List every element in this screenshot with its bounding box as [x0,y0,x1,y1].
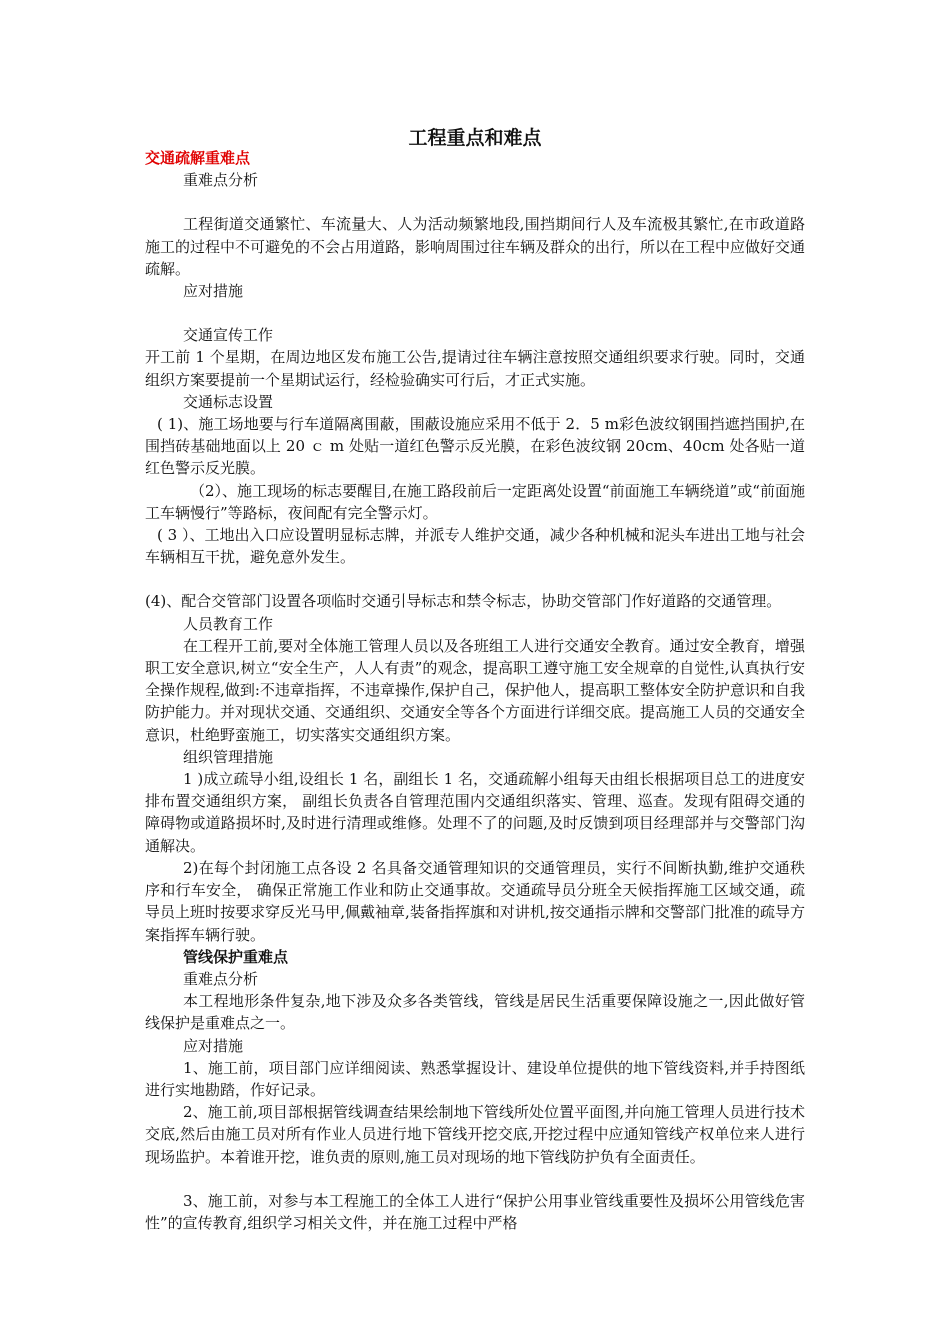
subheading-publicity: 交通宣传工作 [183,326,274,345]
section-heading-traffic: 交通疏解重难点 [145,149,251,167]
spacer [145,1168,805,1190]
section-heading-pipeline: 管线保护重难点 [183,947,289,966]
paragraph-education: 在工程开工前,要对全体施工管理人员以及各班组工人进行交通安全教育。通过安全教育，增强职工安全意识,树立“安全生产，人人有责”的观念，提高职工遵守施工安全规章的自觉性,认真执行安全操作规程,做到:不违章指挥，不违章操作,保护自己，保护他人，提高职工整体安全防护意识和自我防护能力。并对现状交通、交通组织、交通安全等各个方面进行详细交底。提高施工人员的交通安全意识，杜绝野蛮施工，切实落实交通组织方案。 [145,636,806,744]
paragraph-analysis: 工程街道交通繁忙、车流量大、人为活动频繁地段,围挡期间行人及车流极其繁忙,在市政道路施工的过程中不可避免的不会占用道路，影响周围过往车辆及群众的出行，所以在工程中应做好交通疏解。 [145,215,806,278]
paragraph-pipeline-analysis: 本工程地形条件复杂,地下涉及众多各类管线，管线是居民生活重要保障设施之一,因此做好管线保护是重难点之一。 [145,992,805,1033]
page-title: 工程重点和难点 [408,127,542,149]
subheading-signs: 交通标志设置 [183,392,274,411]
paragraph-publicity: 开工前 1 个星期，在周边地区发布施工公告,提请过往车辆注意按照交通组织要求行驶。同时，交通组织方案要提前一个星期试运行，经检验确实可行后，才正式实施。 [145,348,805,389]
paragraph-signs-4: (4)、配合交管部门设置各项临时交通引导标志和禁令标志，协助交管部门作好道路的交通管理。 [145,592,782,611]
paragraph-signs-1: ( 1)、施工场地要与行车道隔离围蔽，围蔽设施应采用不低于 2．5 m彩色波纹钢围挡遮挡围护,在围挡砖基础地面以上 20 ｃ m 处贴一道红色警示反光膜，在彩色波纹钢 20cm、40cm 处各贴一道红色警示反光膜。 [145,415,805,478]
subheading-measures: 应对措施 [183,282,244,301]
spacer [145,568,805,590]
paragraph-pipeline-measure-2: 2、施工前,项目部根据管线调查结果绘制地下管线所处位置平面图,并向施工管理人员进行技术交底,然后由施工员对所有作业人员进行地下管线开挖交底,开挖过程中应通知管线产权单位来人进行现场监护。本着谁开挖，谁负责的原则,施工员对现场的地下管线防护负有全面责任。 [145,1103,805,1166]
document-body [145,147,805,1234]
spacer [145,191,805,213]
subheading-organization: 组织管理措施 [183,747,274,766]
spacer [145,302,805,324]
paragraph-organization-2: 2)在每个封闭施工点各设 2 名具备交通管理知识的交通管理员，实行不间断执勤,维护交通秩序和行车安全， 确保正常施工作业和防止交通事故。交通疏导员分班全天候指挥施工区域交通，疏导员上班时按要求穿反光马甲,佩戴袖章,装备指挥旗和对讲机,按交通指示牌和交警部门批准的疏导方案指挥车辆行驶。 [145,858,805,944]
paragraph-pipeline-measure-1: 1、施工前，项目部门应详细阅读、熟悉掌握设计、建设单位提供的地下管线资料,并手持图纸进行实地勘踏，作好记录。 [145,1058,805,1099]
paragraph-signs-2: （2）、施工现场的标志要醒目,在施工路段前后一定距离处设置“前面施工车辆绕道”或“前面施工车辆慢行”等路标，夜间配有完全警示灯。 [145,481,805,522]
subheading-pipeline-measures: 应对措施 [183,1036,244,1055]
subheading-pipeline-analysis: 重难点分析 [183,969,259,988]
subheading-education: 人员教育工作 [183,614,274,633]
paragraph-organization-1: 1 )成立疏导小组,设组长 1 名，副组长 1 名，交通疏解小组每天由组长根据项目总工的进度安排布置交通组织方案， 副组长负责各自管理范围内交通组织落实、管理、巡查。发现有阻碍交通的障碍物或道路损坏时,及时进行清理或维修。处理不了的问题,及时反馈到项目经理部并与交警部门沟通解决。 [145,770,805,855]
paragraph-pipeline-measure-3: 3、施工前，对参与本工程施工的全体工人进行“保护公用事业管线重要性及损坏公用管线危害性”的宣传教育,组织学习相关文件，并在施工过程中严格 [145,1191,805,1232]
subheading-analysis: 重难点分析 [183,171,259,190]
paragraph-signs-3: ( 3 ）、工地出入口应设置明显标志牌，并派专人维护交通，减少各种机械和泥头车进出工地与社会车辆相互干扰，避免意外发生。 [145,526,805,567]
